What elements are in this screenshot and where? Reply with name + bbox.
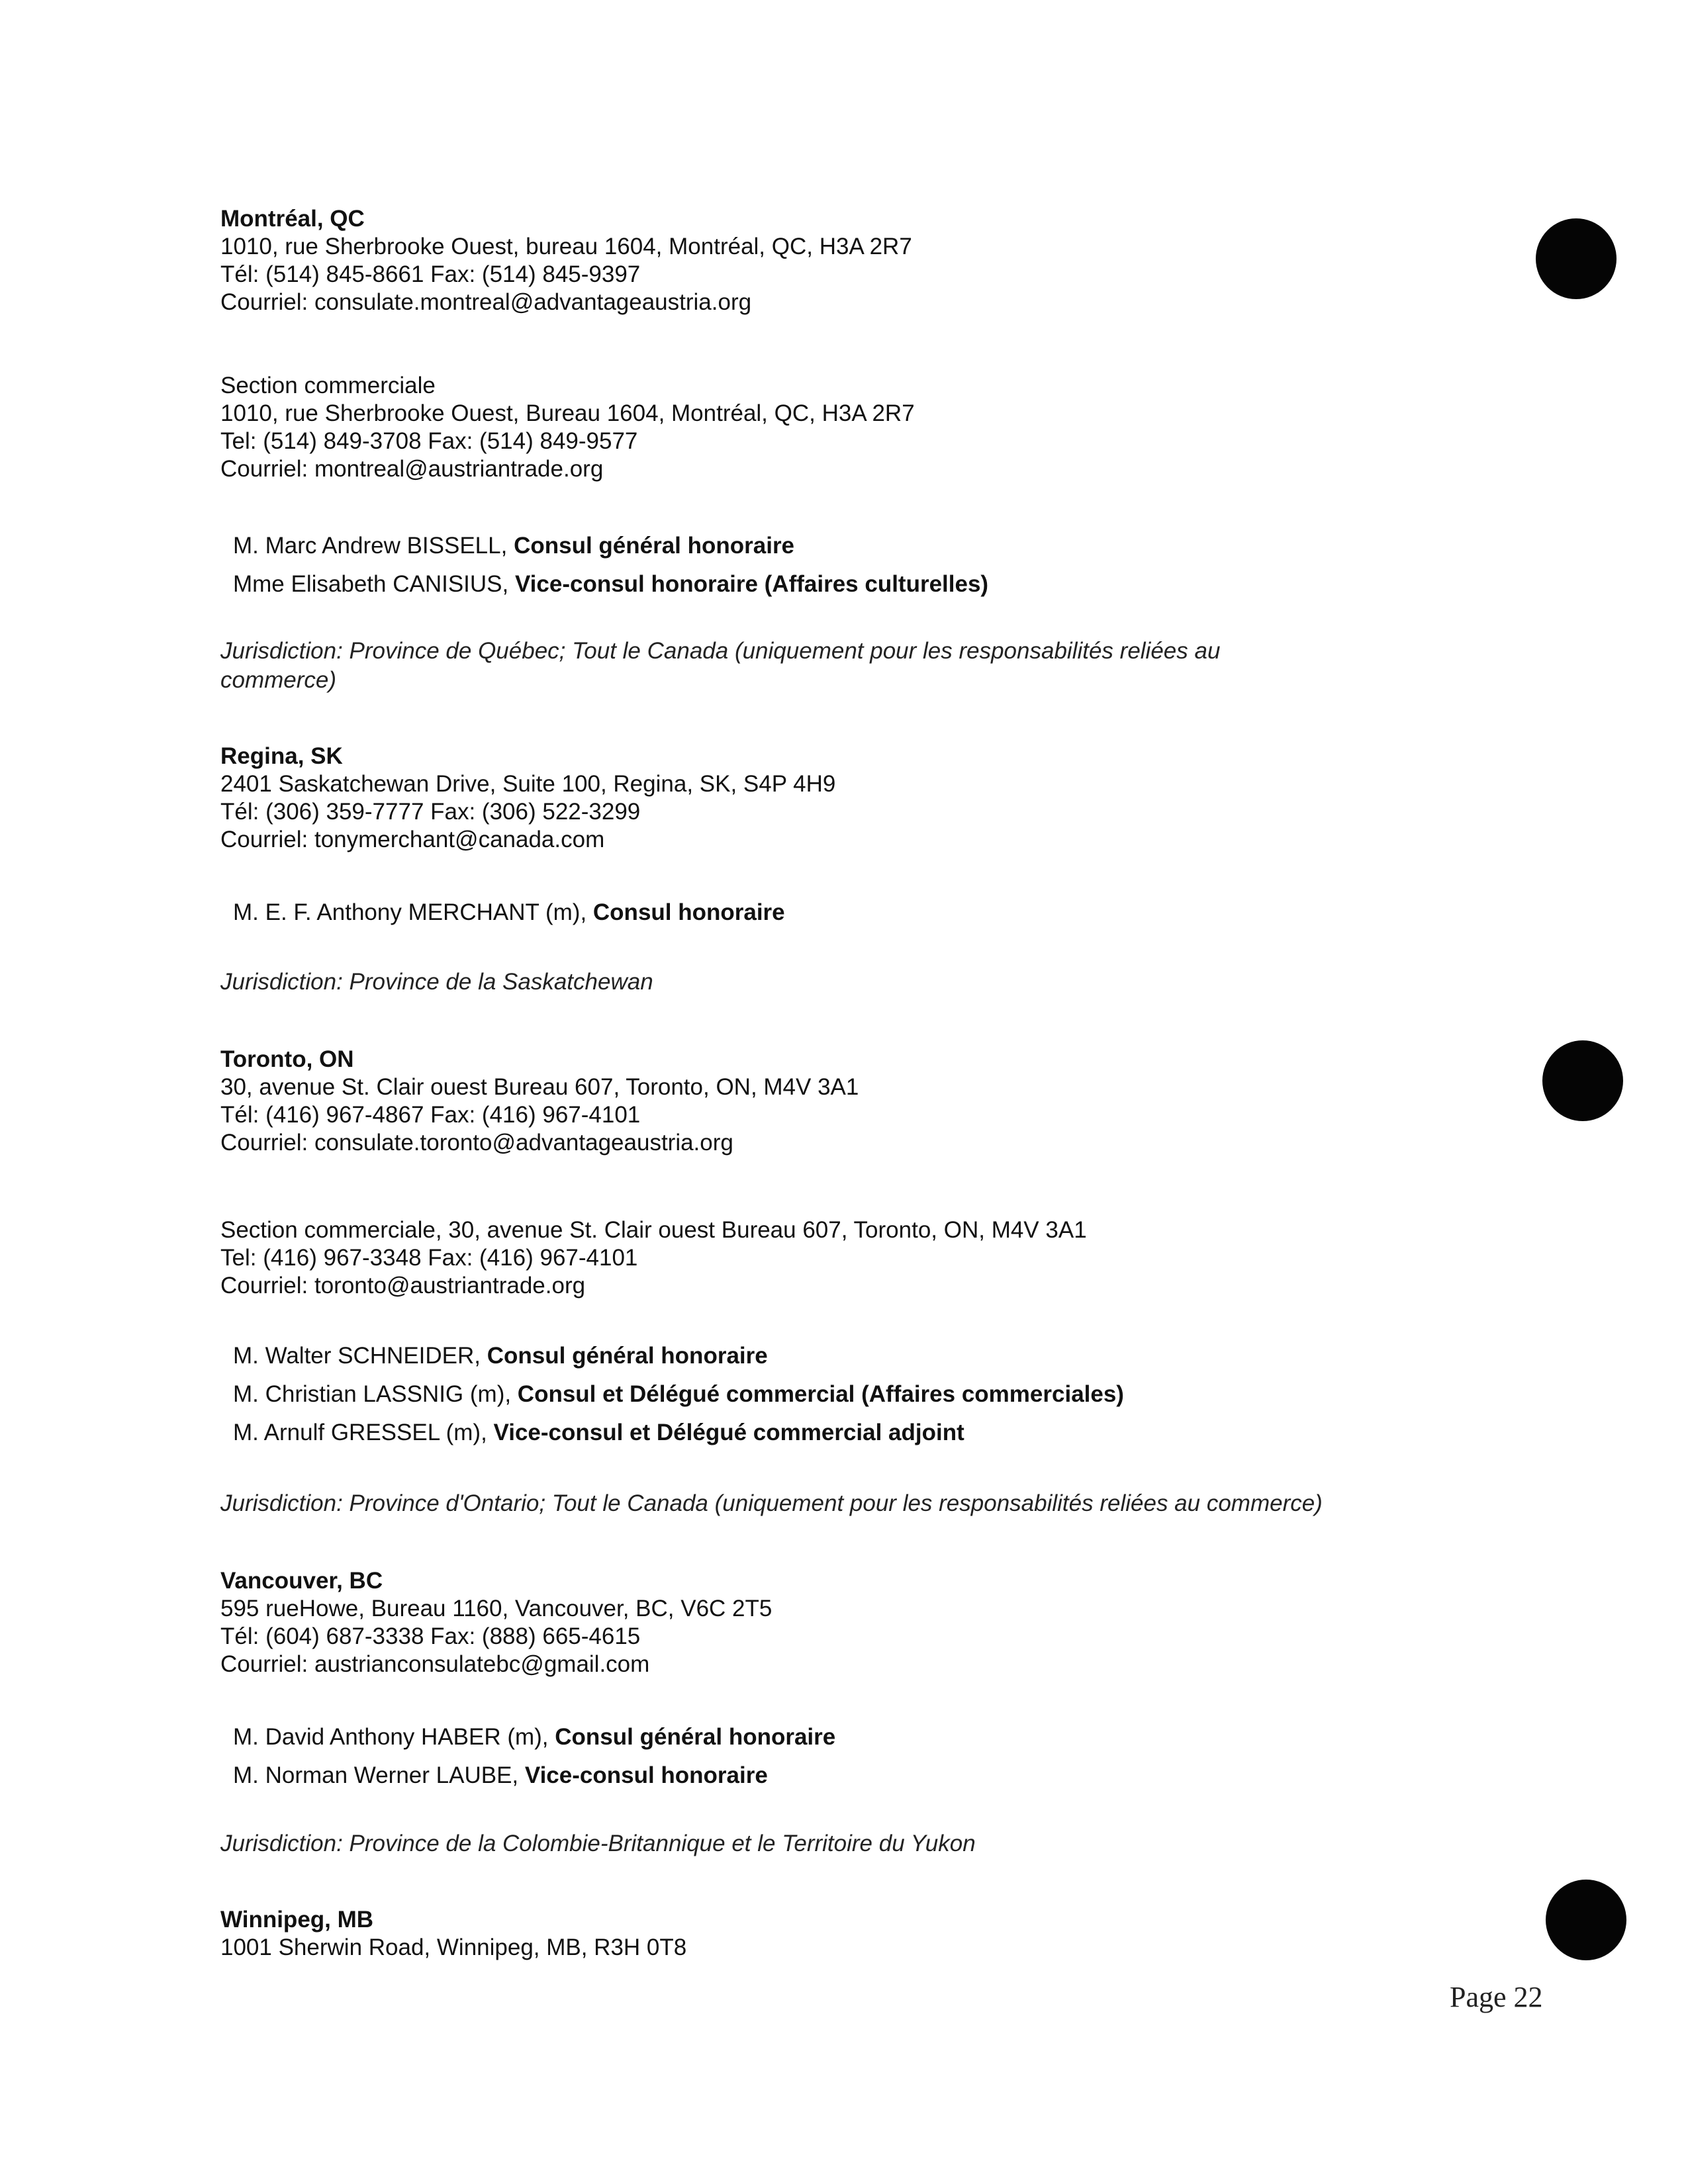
punch-hole-top: [1536, 218, 1617, 299]
regina-office: [220, 743, 835, 854]
staff-role: Consul honoraire: [592, 899, 785, 925]
punch-hole-bottom: [1546, 1880, 1626, 1960]
section-email: Courriel: montreal@austriantrade.org: [220, 456, 604, 482]
section-email: Courriel: toronto@austriantrade.org: [220, 1273, 586, 1298]
office-address: 1001 Sherwin Road, Winnipeg, MB, R3H 0T8: [220, 1934, 687, 1960]
staff-role: Vice-consul honoraire (Affaires culturelles): [514, 571, 989, 597]
staff-entry: [233, 1381, 1124, 1408]
office-phone: Tél: (514) 845-8661 Fax: (514) 845-9397: [220, 261, 641, 287]
page-number: Page 22: [1450, 1981, 1543, 2013]
winnipeg-office: [220, 1906, 686, 1962]
jurisdiction-note: Jurisdiction: Province d'Ontario; Tout le Canada (uniquement pour les responsabilités reliées au commerce): [220, 1490, 1323, 1516]
staff-entry: [233, 570, 988, 598]
punch-hole-middle: [1542, 1040, 1623, 1121]
staff-entry: [233, 532, 794, 560]
office-email: Courriel: consulate.montreal@advantageaustria.org: [220, 289, 752, 315]
section-title: Section commerciale, 30, avenue St. Clair ouest Bureau 607, Toronto, ON, M4V 3A1: [220, 1217, 1087, 1243]
staff-name: M. David Anthony HABER (m),: [233, 1724, 555, 1750]
section-title: Section commerciale: [220, 373, 436, 398]
staff-name: M. Walter SCHNEIDER,: [233, 1343, 487, 1369]
staff-role: Consul général honoraire: [555, 1724, 836, 1750]
vancouver-office: [220, 1567, 772, 1678]
staff-entry: [233, 1342, 768, 1370]
montreal-office: [220, 205, 912, 316]
office-heading: Regina, SK: [220, 743, 343, 769]
staff-entry: [233, 1419, 964, 1447]
staff-role: Consul et Délégué commercial (Affaires commerciales): [517, 1381, 1124, 1407]
jurisdiction-note: Jurisdiction: Province de la Saskatchewan: [220, 969, 653, 995]
staff-entry: [233, 1762, 768, 1790]
staff-entry: [233, 1723, 835, 1751]
section-phone: Tel: (514) 849-3708 Fax: (514) 849-9577: [220, 428, 638, 454]
toronto-commercial-section: [220, 1216, 1087, 1300]
jurisdiction-note: Jurisdiction: Province de la Colombie-Britannique et le Territoire du Yukon: [220, 1831, 976, 1856]
office-email: Courriel: tonymerchant@canada.com: [220, 827, 605, 852]
staff-role: Consul général honoraire: [487, 1343, 768, 1369]
office-email: Courriel: austrianconsulatebc@gmail.com: [220, 1651, 650, 1677]
montreal-commercial-section: [220, 372, 915, 483]
office-address: 595 rueHowe, Bureau 1160, Vancouver, BC, V6C 2T5: [220, 1596, 773, 1621]
office-heading: Vancouver, BC: [220, 1568, 383, 1594]
section-address: 1010, rue Sherbrooke Ouest, Bureau 1604, Montréal, QC, H3A 2R7: [220, 400, 915, 426]
staff-entry: [233, 899, 785, 927]
office-phone: Tél: (416) 967-4867 Fax: (416) 967-4101: [220, 1102, 641, 1128]
office-heading: Toronto, ON: [220, 1046, 354, 1072]
section-phone: Tel: (416) 967-3348 Fax: (416) 967-4101: [220, 1245, 638, 1271]
staff-role: Vice-consul honoraire: [524, 1762, 768, 1788]
office-email: Courriel: consulate.toronto@advantageaustria.org: [220, 1130, 733, 1156]
office-heading: Winnipeg, MB: [220, 1907, 374, 1933]
office-phone: Tél: (604) 687-3338 Fax: (888) 665-4615: [220, 1623, 641, 1649]
office-phone: Tél: (306) 359-7777 Fax: (306) 522-3299: [220, 799, 641, 825]
staff-name: M. E. F. Anthony MERCHANT (m),: [233, 899, 593, 925]
staff-name: M. Marc Andrew BISSELL,: [233, 533, 514, 559]
office-address: 2401 Saskatchewan Drive, Suite 100, Regina, SK, S4P 4H9: [220, 771, 836, 797]
office-heading: Montréal, QC: [220, 206, 365, 232]
staff-name: Mme Elisabeth CANISIUS,: [233, 571, 515, 597]
staff-role: Vice-consul et Délégué commercial adjoint: [493, 1420, 964, 1445]
office-address: 30, avenue St. Clair ouest Bureau 607, Toronto, ON, M4V 3A1: [220, 1074, 859, 1100]
staff-name: M. Christian LASSNIG (m),: [233, 1381, 518, 1407]
jurisdiction-note: Jurisdiction: Province de Québec; Tout le Canada (uniquement pour les responsabilités reliées au commerce): [220, 638, 1221, 693]
staff-role: Consul général honoraire: [514, 533, 795, 559]
staff-name: M. Arnulf GRESSEL (m),: [233, 1420, 494, 1445]
toronto-office: [220, 1046, 859, 1157]
staff-name: M. Norman Werner LAUBE,: [233, 1762, 525, 1788]
office-address: 1010, rue Sherbrooke Ouest, bureau 1604, Montréal, QC, H3A 2R7: [220, 234, 912, 259]
